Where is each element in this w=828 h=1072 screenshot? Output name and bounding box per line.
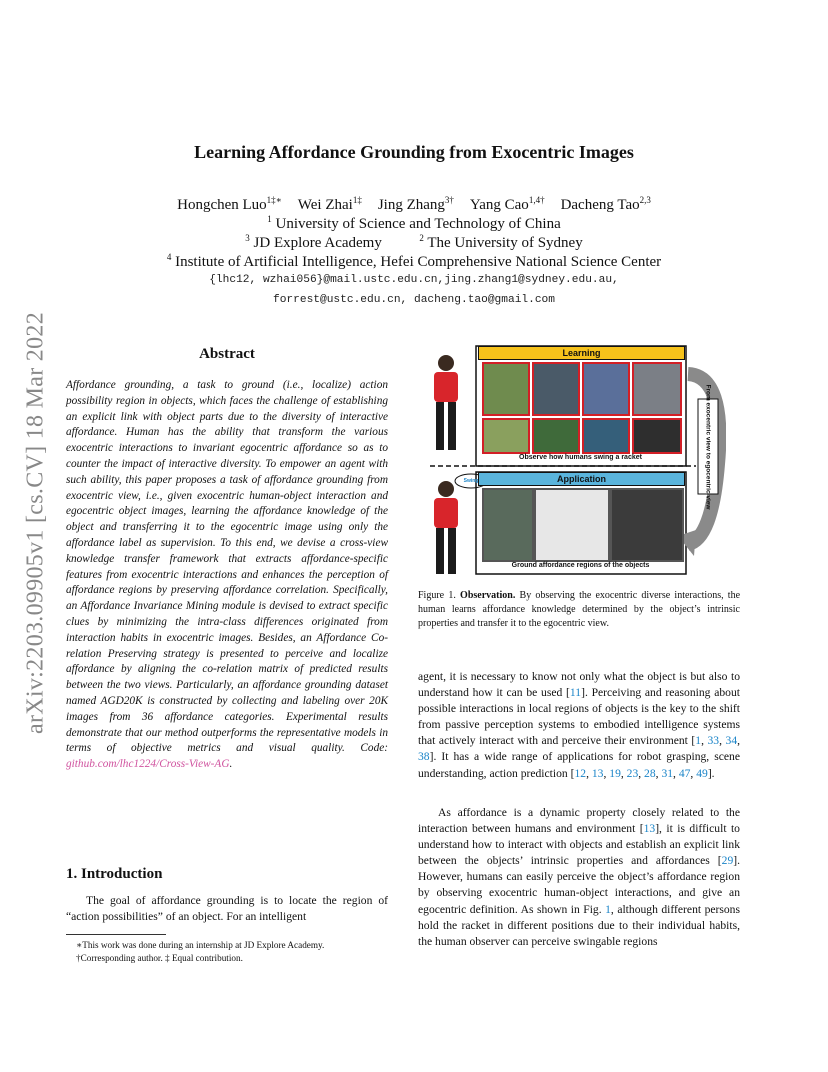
email-line-1: {lhc12, wzhai056}@mail.ustc.edu.cn,jing.zhang1@sydney.edu.au, [209,274,619,286]
exo-image-5 [482,418,530,454]
author-list [0,195,828,214]
email-line-2: forrest@ustc.edu.cn, dacheng.tao@gmail.com [273,294,555,306]
learning-caption: Observe how humans swing a racket [519,454,642,461]
author-1: Hongchen Luo$^{1\ddagger∗}$ [177,195,282,213]
citation-link[interactable]: 47 [678,766,691,780]
learning-bar: Learning [478,346,685,360]
citation-link[interactable]: 13 [643,822,656,836]
code-link[interactable]: github.com/lhc1224/Cross-View-AG [66,758,230,771]
paper-title: Learning Affordance Grounding from Exocentric Images [194,142,634,162]
figure-caption: Figure 1. Observation. By observing the exocentric diverse interactions, the human learns affordance knowledge determined by the object’s intrinsic properties and transfer it to the egocentric view. [418,590,741,629]
person-figure-bottom [434,481,458,574]
right-para-2: As affordance is a dynamic property closely related to the interaction between humans and environment [13], it is difficult to understand how to interact with objects and establish an explicit link between the objects’ intrinsic properties and affordances [29]. However, humans can easily perceive the object’s affordance region by observing exocentric human-object interactions, and give an egocentric definition. As shown in Fig. 1, although different persons hold the racket in different positions due to their individual habits, the human observer can perceive swingable regions [418,806,740,948]
citation-link[interactable]: 19 [609,766,621,780]
footnote-1: ∗This work was done during an internship at JD Explore Academy. [76,940,325,950]
arxiv-stamp: arXiv:2203.09905v1 [cs.CV] 18 Mar 2022 [22,311,49,735]
application-bar: Application [478,472,685,486]
citation-link[interactable]: 34 [725,734,738,748]
citation-link[interactable]: 11 [569,686,582,700]
citation-link[interactable]: 12 [574,766,587,780]
abstract-heading: Abstract [199,346,255,362]
exo-image-6 [532,418,580,454]
exo-image-3 [582,362,630,416]
citation-link[interactable]: 23 [626,766,639,780]
bubble-label: Swing [463,478,479,484]
author-5: Dacheng Tao$^{2,3}$ [560,195,651,213]
side-label: From exocentric view to egocentric view [704,384,712,510]
affiliation-line-1: $^1$ University of Science and Technology of China [267,214,561,232]
footnote-2: †Corresponding author. ‡ Equal contribution. [76,953,243,963]
citation-link[interactable]: 29 [721,854,734,868]
affiliation-line-2: $^3$ JD Explore Academy $^2$ The University of Sydney [245,233,583,251]
exo-image-4 [632,362,682,416]
citation-link[interactable]: 1 [695,734,702,748]
author-4: Yang Cao$^{1,4\dagger}$ [469,195,545,213]
figure-1 [426,344,726,576]
citation-link[interactable]: 13 [591,766,604,780]
exo-image-2 [532,362,580,416]
exo-image-7 [582,418,630,454]
author-2: Wei Zhai$^{1\ddagger}$ [297,195,362,213]
citation-link[interactable]: 49 [696,766,708,780]
exo-image-8 [632,418,682,454]
citation-link[interactable]: 28 [644,766,656,780]
citation-link[interactable]: 33 [707,734,720,748]
citation-link[interactable]: 38 [418,750,430,764]
author-3: Jing Zhang$^{3\dagger}$ [377,195,454,213]
person-figure-top [434,355,458,450]
intro-heading: 1. Introduction [66,866,163,882]
footnote-rule [66,934,166,935]
application-caption: Ground affordance regions of the objects [511,562,650,569]
exo-image-1 [482,362,530,416]
ego-image-2 [534,488,610,562]
abstract-body: Affordance grounding, a task to ground (i.e., localize) action possibility region in objects, which faces the challenge of establishing an explicit link with object parts due to the diversity of interactive affordance. Human has the ability that transform the various exocentric interactions to invariant egocentric affordance so as to counter the impact of interactive diversity. To empower an agent with such ability, this paper proposes a task of affordance grounding from exocentric view, i.e., given exocentric human-object interaction and egocentric object images, learning the affordance knowledge of the object and transferring it to the egocentric image using only the affordance label as supervision. To this end, we devise a cross-view knowledge transfer framework that extracts affordance-specific features from exocentric interactions and enhances the perception of affordance regions by preserving affordance correlation. Specifically, an Affordance Invariance Mining module is devised to extract specific clues by minimizing the intra-class differences originated from interaction habits in exocentric images. Besides, an Affordance Co-relation Preserving strategy is presented to perceive and localize affordance by aligning the co-relation matrix of predicted results between the two views. Particularly, an affordance grounding dataset named AGD20K is constructed by collecting and labeling over 20K images from 36 affordance categories. Experimental results demonstrate that our method outperforms the representative models in terms of objective metrics and visual quality. Code: github.com/lhc1224/Cross-View-AG. [66,379,388,771]
citation-link[interactable]: 31 [661,766,674,780]
intro-paragraph: The goal of affordance grounding is to locate the region of “action possibilities” of an object. For an intelligent [66,894,388,924]
footnotes [66,939,388,965]
ego-image-3 [610,488,684,562]
ego-image-1 [482,488,534,562]
citation-link[interactable]: 1 [605,902,611,916]
affiliation-line-3: $^4$ Institute of Artificial Intelligence, Hefei Comprehensive National Science Center [166,252,662,270]
right-para-1: agent, it is necessary to know not only what the object is but also to understand how it can be used [11]. Perceiving and reasoning about possible interactions in local regions of objects is the key to the shift from passive perception systems to embodied intelligence systems that actively interact with and perceive their environment [1, 33, 34, 38]. It has a wide range of applications for robot grasping, scene understanding, action prediction [12, 13, 19, 23, 28, 31, 47, 49]. [418,670,741,780]
